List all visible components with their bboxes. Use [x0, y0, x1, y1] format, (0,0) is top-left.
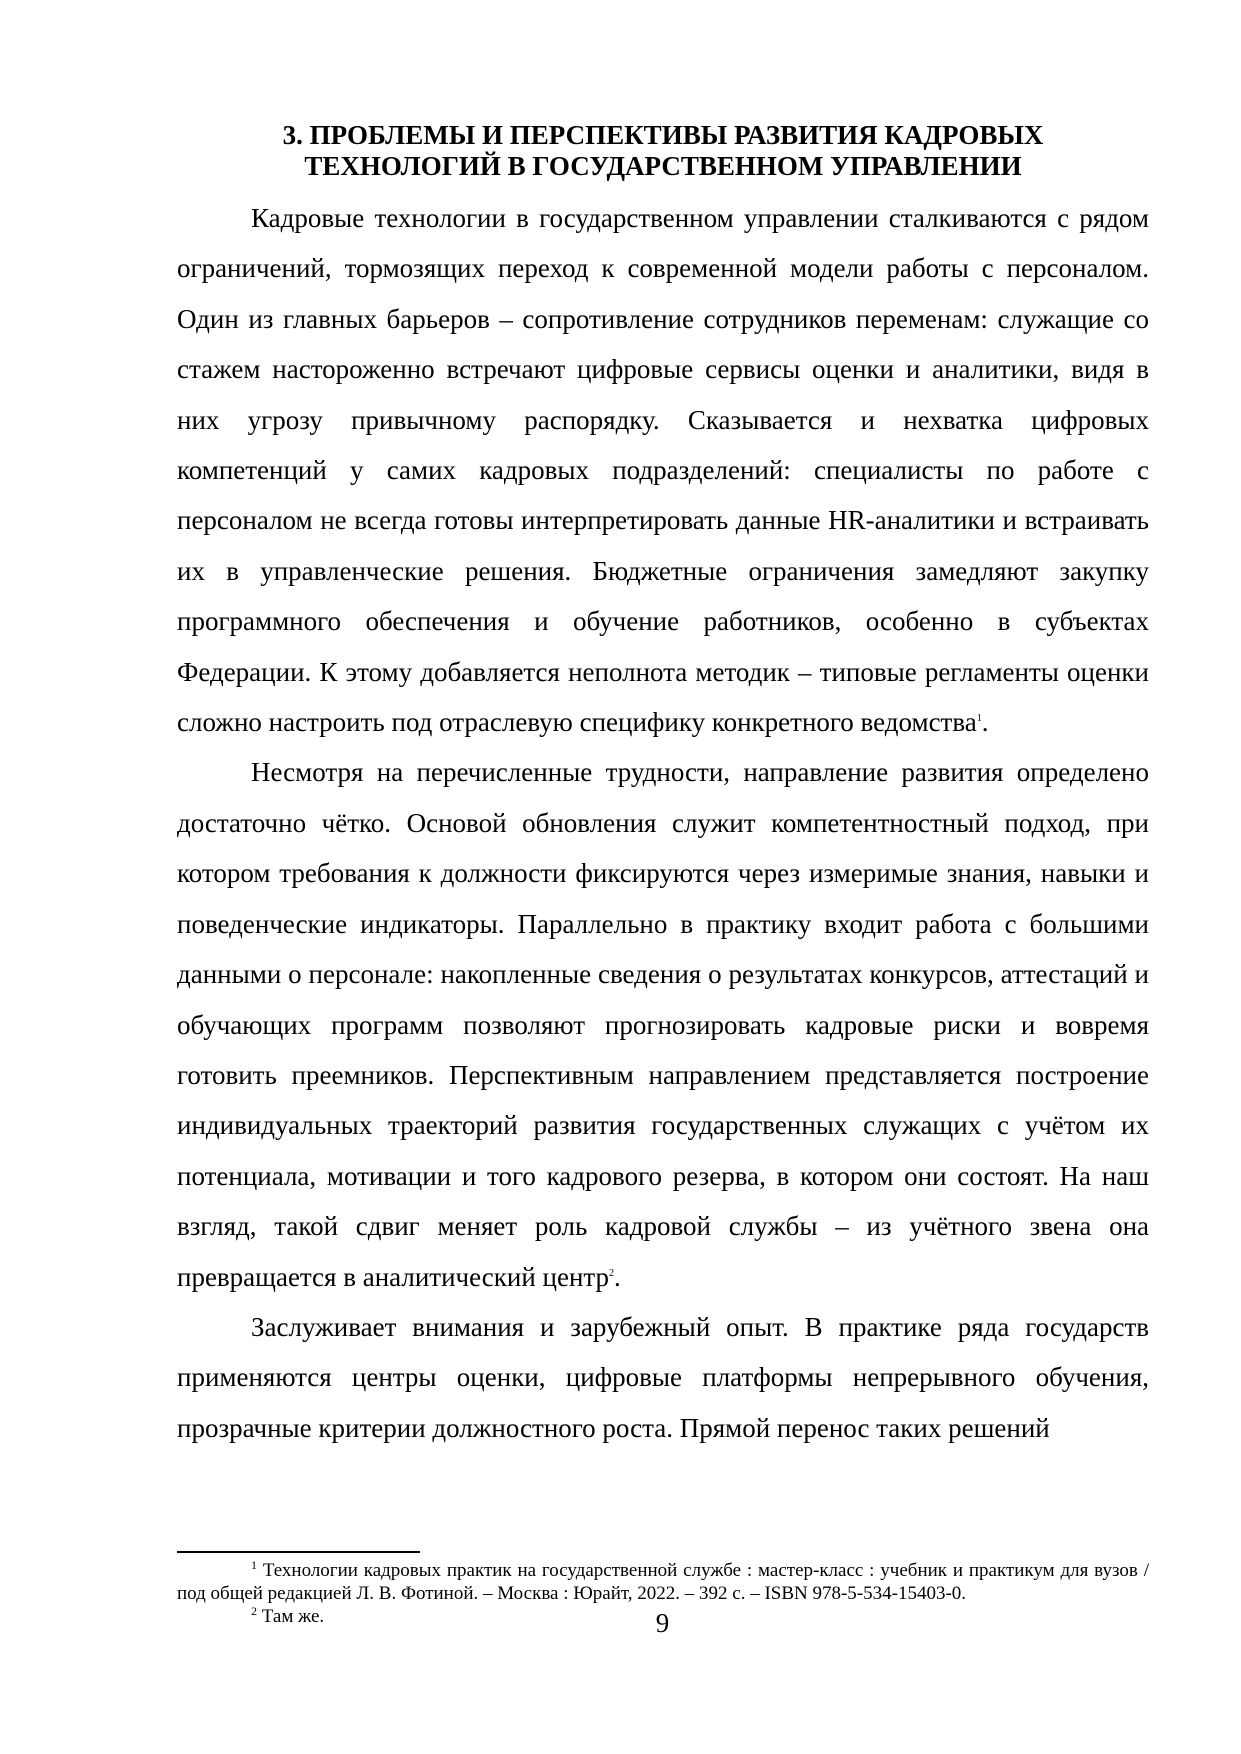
footnote-1: [177, 1559, 1149, 1605]
page-number: 9: [655, 1608, 670, 1638]
footnote-text: Технологии кадровых практик на государственной службе : мастер-класс : учебник и практикум для вузов / под общей редакцией Л. В. Фотиной. – Москва : Юрайт, 2022. – 392 с. – ISBN 978-5-534-15403-0.: [177, 1560, 1149, 1604]
paragraph-end: .: [614, 1261, 621, 1292]
paragraph-2: [177, 747, 1149, 1301]
paragraph-1: [177, 193, 1149, 747]
paragraph-text: Кадровые технологии в государственном управлении сталкиваются с рядом ограничений, тормозящих переход к современной модели работы с персоналом. Один из главных барьеров – сопротивление сотрудников переменам: служащие со стажем настороженно встречают цифровые сервисы оценки и аналитики, видя в них угрозу привычному распорядку. Сказывается и нехватка цифровых компетенций у самих кадровых подразделений: специалисты по работе с персоналом не всегда готовы интерпретировать данные HR-аналитики и встраивать их в управленческие решения. Бюджетные ограничения замедляют закупку программного обеспечения и обучение работников, особенно в субъектах Федерации. К этому добавляется неполнота методик – типовые регламенты оценки сложно настроить под отраслевую специфику конкретного ведомства: [177, 203, 1149, 738]
section-heading-line-2: ТЕХНОЛОГИЙ В ГОСУДАРСТВЕННОМ УПРАВЛЕНИИ: [304, 151, 1022, 181]
body-text: [177, 193, 1149, 1453]
footnote-reference[interactable]: 2: [609, 1267, 615, 1279]
section-heading: [177, 120, 1149, 182]
footnote-mark: 2: [251, 1604, 257, 1618]
footnote-reference[interactable]: 1: [976, 713, 982, 725]
paragraph-text: Заслуживает внимания и зарубежный опыт. В практике ряда государств применяются центры оценки, цифровые платформы непрерывного обучения, прозрачные критерии должностного роста. Прямой перенос таких решений: [177, 1311, 1149, 1443]
footnote-separator: [177, 1551, 420, 1553]
section-heading-line-1: 3. ПРОБЛЕМЫ И ПЕРСПЕКТИВЫ РАЗВИТИЯ КАДРОВЫХ: [282, 120, 1044, 150]
paragraph-end: .: [981, 707, 989, 738]
paragraph-3: [177, 1302, 1149, 1453]
footnote-text: Там же.: [257, 1606, 325, 1627]
paragraph-text: Несмотря на перечисленные трудности, направление развития определено достаточно чётко. Основой обновления служит компетентностный подход, при котором требования к должности фиксируются через измеримые знания, навыки и поведенческие индикаторы. Параллельно в практику входит работа с большими данными о персонале: накопленные сведения о результатах конкурсов, аттестаций и обучающих программ позволяют прогнозировать кадровые риски и вовремя готовить преемников. Перспективным направлением представляется построение индивидуальных траекторий развития государственных служащих с учётом их потенциала, мотивации и того кадрового резерва, в котором они состоят. На наш взгляд, такой сдвиг меняет роль кадровой службы – из учётного звена она превращается в аналитический центр: [177, 757, 1149, 1292]
footnote-mark: 1: [251, 1558, 257, 1572]
